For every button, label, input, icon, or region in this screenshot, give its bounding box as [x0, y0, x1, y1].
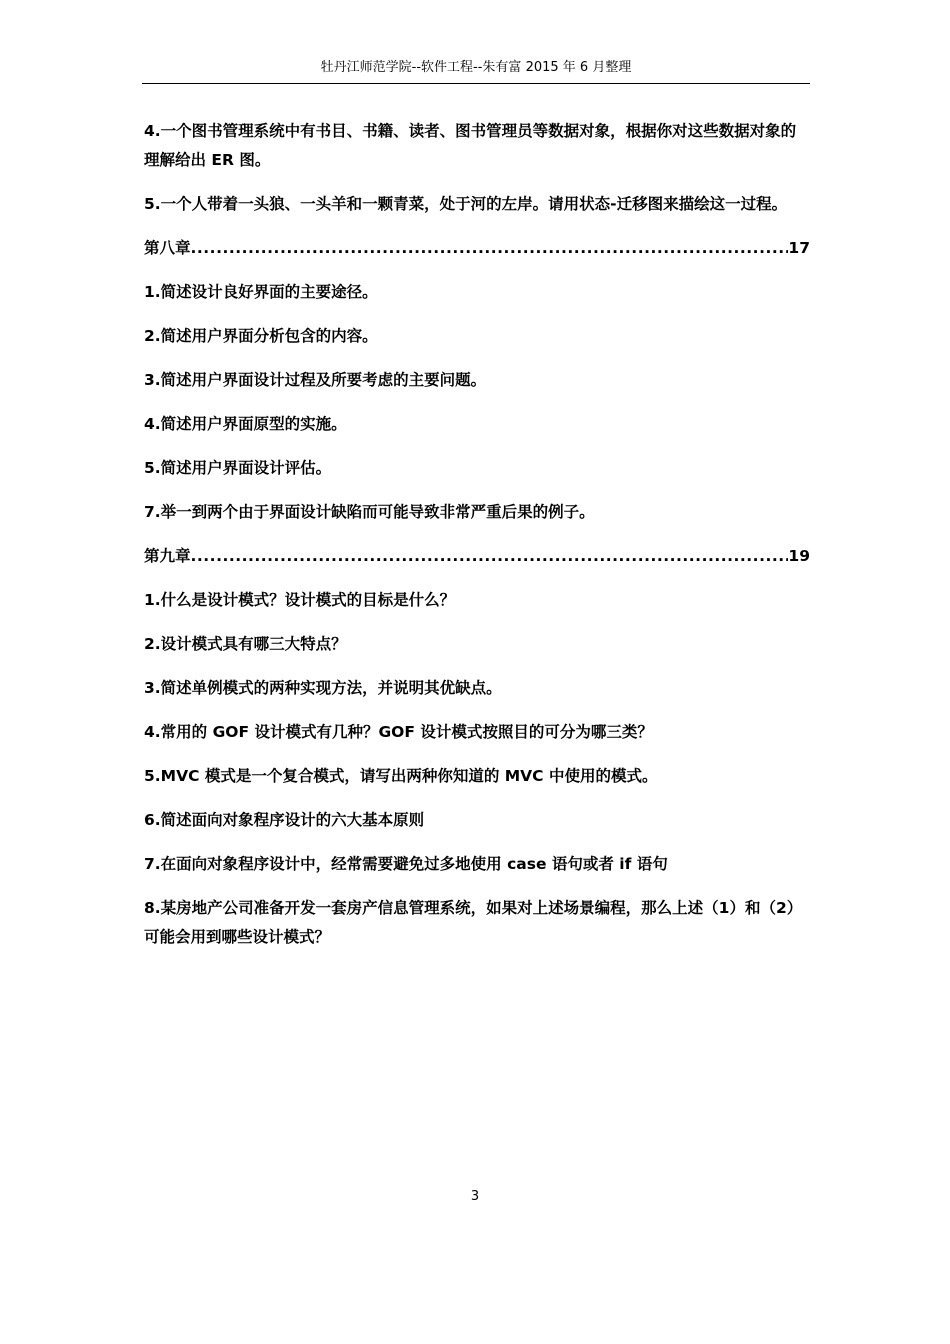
question-item: 4.常用的 GOF 设计模式有几种？GOF 设计模式按照目的可分为哪三类？	[144, 723, 653, 741]
document-body	[144, 117, 810, 967]
header-text: 牡丹江师范学院--软件工程--朱有富 2015 年 6 月整理	[320, 60, 632, 75]
question-item: 1.简述设计良好界面的主要途径。	[144, 283, 378, 301]
question-item: 5.一个人带着一头狼、一头羊和一颗青菜，处于河的左岸。请用状态-迁移图来描绘这一过程。	[144, 195, 788, 213]
question-item: 7.举一到两个由于界面设计缺陷而可能导致非常严重后果的例子。	[144, 503, 595, 521]
toc-title: 第九章	[144, 547, 191, 565]
question-item: 4.简述用户界面原型的实施。	[144, 415, 347, 433]
toc-title: 第八章	[144, 239, 191, 257]
question-item: 2.设计模式具有哪三大特点？	[144, 635, 347, 653]
question-item: 5.简述用户界面设计评估。	[144, 459, 332, 477]
question-item: 2.简述用户界面分析包含的内容。	[144, 327, 378, 345]
question-item: 3.简述用户界面设计过程及所要考虑的主要问题。	[144, 371, 487, 389]
question-item: 6.简述面向对象程序设计的六大基本原则	[144, 811, 425, 829]
question-item: 5.MVC 模式是一个复合模式，请写出两种你知道的 MVC 中使用的模式。	[144, 767, 658, 785]
question-item: 7.在面向对象程序设计中，经常需要避免过多地使用 case 语句或者 if 语句	[144, 855, 668, 873]
page-number: 3	[470, 1189, 480, 1204]
question-item: 8.某房地产公司准备开发一套房产信息管理系统，如果对上述场景编程，那么上述（1）和（2）可能会用到哪些设计模式？	[144, 899, 803, 946]
toc-entry-chapter-8[interactable]	[144, 234, 810, 263]
toc-entry-chapter-9[interactable]	[144, 542, 810, 571]
page-header	[142, 58, 810, 84]
question-item: 1.什么是设计模式？设计模式的目标是什么？	[144, 591, 456, 609]
toc-page-number: 19	[788, 547, 810, 565]
question-item: 3.简述单例模式的两种实现方法，并说明其优缺点。	[144, 679, 502, 697]
question-item: 4.一个图书管理系统中有书目、书籍、读者、图书管理员等数据对象，根据你对这些数据对象的理解给出 ER 图。	[144, 122, 797, 169]
toc-page-number: 17	[788, 239, 810, 257]
toc-dot-leader	[191, 234, 789, 263]
toc-dot-leader	[191, 542, 789, 571]
